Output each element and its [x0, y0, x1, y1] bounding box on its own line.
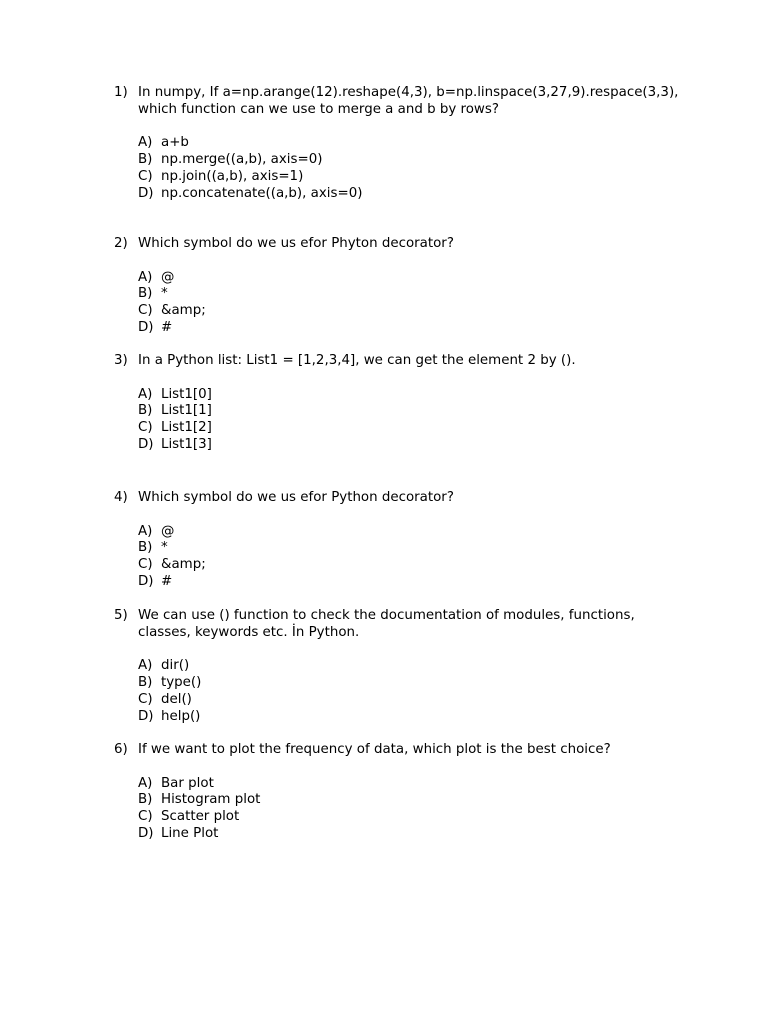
option-letter: A): [138, 775, 153, 791]
option-c: [138, 420, 684, 437]
option-a: [138, 524, 684, 541]
option-list: [114, 776, 684, 843]
option-text: *: [161, 286, 168, 302]
option-text: @: [161, 269, 175, 285]
option-letter: A): [138, 135, 153, 151]
option-letter: D): [138, 436, 154, 452]
option-d: [138, 826, 684, 843]
question-text: We can use () function to check the documentation of modules, functions, classes, keywords etc. İn Python.: [138, 608, 635, 640]
option-letter: A): [138, 523, 153, 539]
option-text: List1[1]: [161, 403, 212, 419]
option-letter: A): [138, 386, 153, 402]
option-letter: A): [138, 269, 153, 285]
option-letter: B): [138, 152, 153, 168]
option-text: List1[3]: [161, 436, 212, 452]
question-number: 1): [114, 85, 128, 100]
option-a: [138, 776, 684, 793]
question-1: [114, 85, 684, 203]
question-row: [114, 353, 684, 370]
option-text: #: [161, 573, 173, 589]
question-text: Which symbol do we us efor Python decorator?: [138, 490, 454, 505]
option-d: [138, 574, 684, 591]
option-text: np.join((a,b), axis=1): [161, 168, 304, 184]
question-number: 5): [114, 608, 128, 623]
option-letter: B): [138, 675, 153, 691]
option-letter: D): [138, 708, 154, 724]
question-number: 2): [114, 236, 128, 251]
option-letter: D): [138, 185, 154, 201]
question-row: [114, 608, 684, 642]
option-list: [114, 135, 684, 202]
option-text: &amp;: [161, 557, 206, 573]
option-text: Scatter plot: [161, 809, 240, 825]
question-4: [114, 490, 684, 591]
option-b: [138, 792, 684, 809]
option-text: del(): [161, 691, 192, 707]
question-5: [114, 608, 684, 726]
option-a: [138, 387, 684, 404]
option-text: dir(): [161, 658, 190, 674]
option-letter: B): [138, 540, 153, 556]
option-letter: B): [138, 286, 153, 302]
option-list: [114, 270, 684, 337]
question-2: [114, 236, 684, 337]
option-a: [138, 270, 684, 287]
option-letter: C): [138, 809, 153, 825]
option-text: @: [161, 523, 175, 539]
option-text: np.concatenate((a,b), axis=0): [161, 185, 363, 201]
question-number: 3): [114, 353, 128, 368]
option-list: [114, 524, 684, 591]
option-text: help(): [161, 708, 201, 724]
option-list: [114, 387, 684, 454]
option-d: [138, 320, 684, 337]
option-a: [138, 135, 684, 152]
option-d: [138, 709, 684, 726]
option-text: np.merge((a,b), axis=0): [161, 152, 323, 168]
option-letter: D): [138, 825, 154, 841]
option-letter: B): [138, 792, 153, 808]
option-d: [138, 437, 684, 454]
option-text: List1[2]: [161, 420, 212, 436]
option-text: a+b: [161, 135, 189, 151]
question-row: [114, 742, 684, 759]
option-b: [138, 540, 684, 557]
question-number: 6): [114, 742, 128, 757]
option-letter: D): [138, 573, 154, 589]
option-text: *: [161, 540, 168, 556]
question-text: In a Python list: List1 = [1,2,3,4], we can get the element 2 by ().: [138, 353, 576, 368]
option-text: type(): [161, 675, 202, 691]
option-letter: C): [138, 303, 153, 319]
option-a: [138, 658, 684, 675]
question-number: 4): [114, 490, 128, 505]
option-text: List1[0]: [161, 386, 212, 402]
option-list: [114, 658, 684, 725]
option-b: [138, 286, 684, 303]
question-3: [114, 353, 684, 454]
option-text: Bar plot: [161, 775, 214, 791]
question-6: [114, 742, 684, 843]
option-text: Histogram plot: [161, 792, 261, 808]
option-c: [138, 809, 684, 826]
option-letter: C): [138, 557, 153, 573]
question-text: In numpy, If a=np.arange(12).reshape(4,3), b=np.linspace(3,27,9).respace(3,3), which function can we use to merge a and b by rows?: [138, 85, 679, 117]
question-row: [114, 490, 684, 507]
option-d: [138, 186, 684, 203]
option-letter: A): [138, 658, 153, 674]
option-c: [138, 692, 684, 709]
option-b: [138, 152, 684, 169]
question-text: Which symbol do we us efor Phyton decorator?: [138, 236, 454, 251]
question-row: [114, 236, 684, 253]
option-c: [138, 169, 684, 186]
option-letter: C): [138, 168, 153, 184]
option-c: [138, 557, 684, 574]
option-letter: C): [138, 691, 153, 707]
option-c: [138, 303, 684, 320]
option-b: [138, 403, 684, 420]
question-row: [114, 85, 684, 119]
option-letter: B): [138, 403, 153, 419]
option-b: [138, 675, 684, 692]
option-text: &amp;: [161, 303, 206, 319]
question-text: If we want to plot the frequency of data, which plot is the best choice?: [138, 742, 611, 757]
option-letter: D): [138, 319, 154, 335]
option-text: #: [161, 319, 173, 335]
option-text: Line Plot: [161, 825, 219, 841]
option-letter: C): [138, 420, 153, 436]
